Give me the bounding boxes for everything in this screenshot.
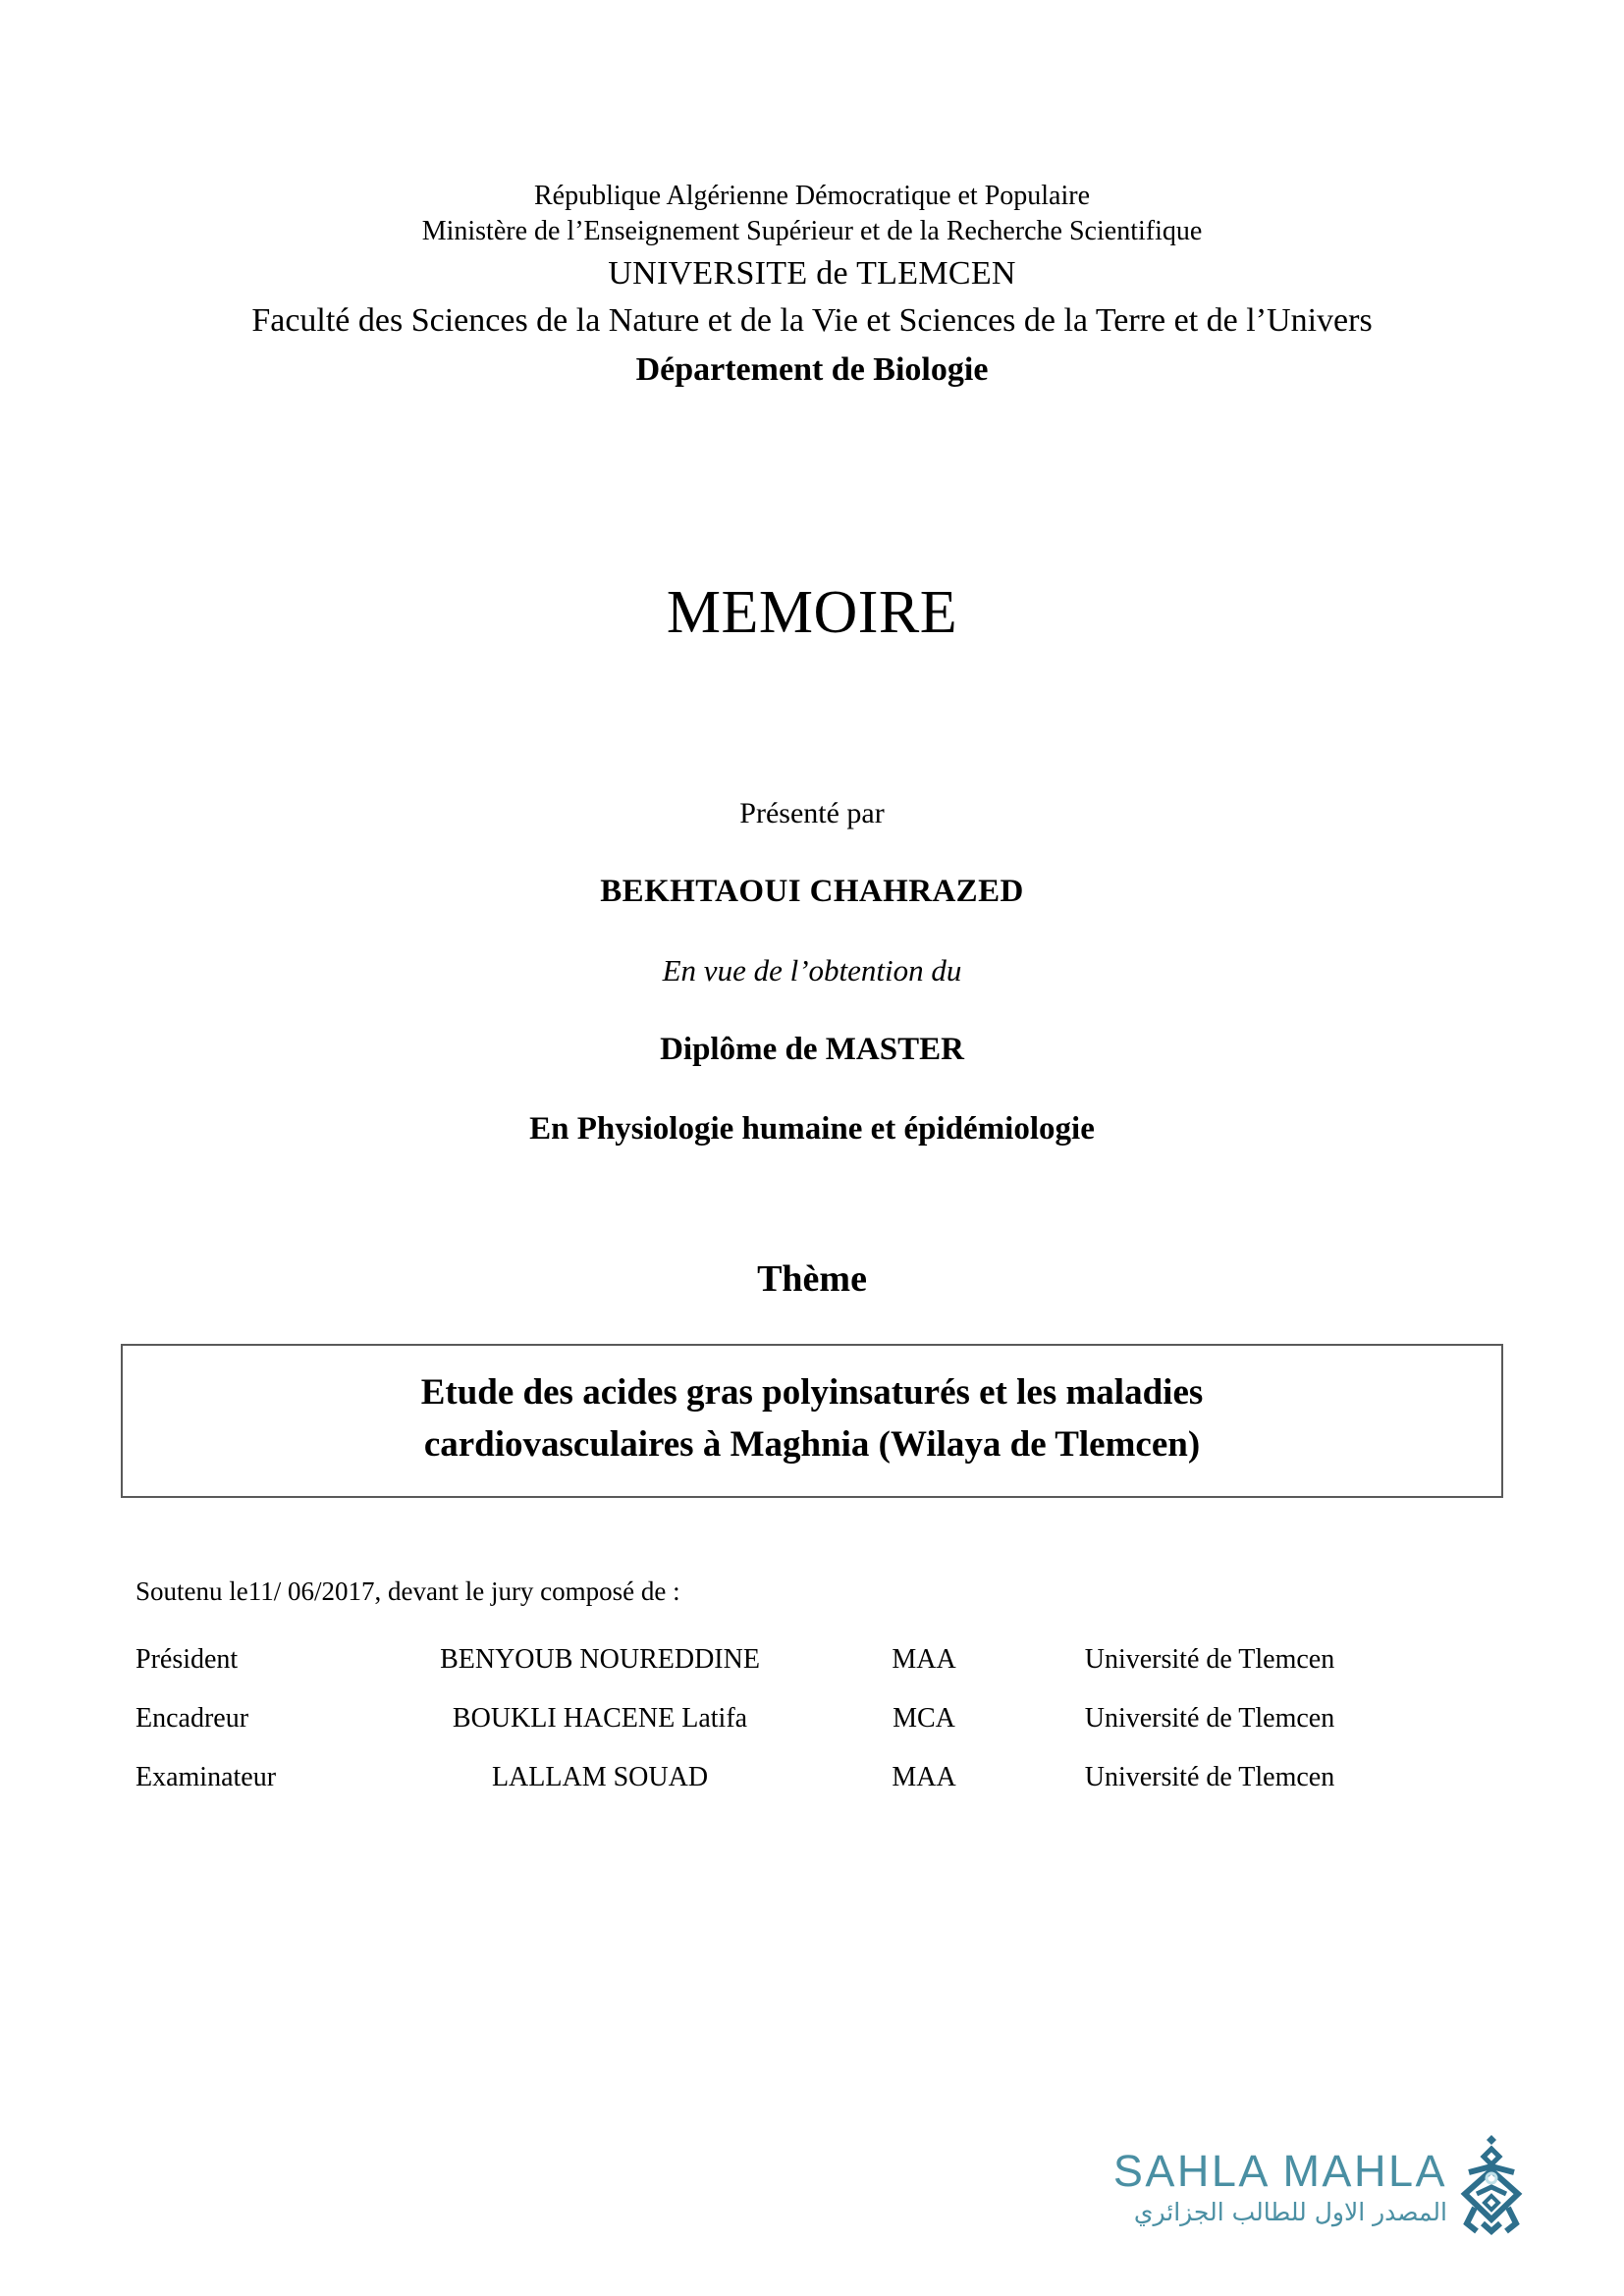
- jury-grade: MAA: [892, 1762, 956, 1793]
- purpose-label: En vue de l’obtention du: [662, 953, 962, 988]
- specialty-title: En Physiologie humaine et épidémiologie: [529, 1111, 1095, 1148]
- document-type-title: MEMOIRE: [666, 579, 958, 647]
- jury-grade: MAA: [892, 1644, 956, 1676]
- jury-role: Président: [135, 1644, 239, 1676]
- watermark-tagline: المصدر الاول للطالب الجزائري: [1133, 2197, 1447, 2226]
- watermark-text: [1112, 2145, 1447, 2229]
- jury-section: [135, 1576, 1447, 1807]
- sahla-mahla-watermark: [1113, 2133, 1530, 2243]
- jury-member-name: BENYOUB NOUREDDINE: [440, 1644, 760, 1676]
- theme-title-line-1: Etude des acides gras polyinsaturés et les maladies: [420, 1372, 1204, 1414]
- theme-title-box: [121, 1344, 1503, 1498]
- university-line: UNIVERSITE de TLEMCEN: [608, 254, 1016, 292]
- jury-table: [135, 1630, 1382, 1807]
- jury-institution: Université de Tlemcen: [1084, 1703, 1335, 1735]
- degree-title: Diplôme de MASTER: [660, 1032, 964, 1068]
- faculty-line: Faculté des Sciences de la Nature et de la Vie et Sciences de la Terre et de l’Univers: [251, 301, 1373, 339]
- jury-member-name: LALLAM SOUAD: [491, 1762, 709, 1793]
- defense-date-line: Soutenu le11/ 06/2017, devant le jury composé de :: [135, 1576, 680, 1607]
- jury-grade: MCA: [893, 1703, 955, 1735]
- ministry-line: Ministère de l’Enseignement Supérieur et de la Recherche Scientifique: [421, 216, 1203, 247]
- jury-role: Examinateur: [135, 1762, 277, 1793]
- ornament-diamond-icon: [1453, 2133, 1530, 2243]
- theme-label: Thème: [757, 1258, 867, 1301]
- republic-line: République Algérienne Démocratique et Populaire: [533, 181, 1091, 211]
- jury-member-name: BOUKLI HACENE Latifa: [452, 1703, 748, 1735]
- jury-institution: Université de Tlemcen: [1084, 1762, 1335, 1793]
- jury-role: Encadreur: [135, 1703, 249, 1735]
- institution-header: [177, 0, 1447, 392]
- table-row: [135, 1630, 1382, 1689]
- presented-by-label: Présenté par: [739, 797, 885, 830]
- watermark-brand: SAHLA MAHLA: [1112, 2145, 1447, 2196]
- author-name: BEKHTAOUI CHAHRAZED: [600, 874, 1024, 910]
- jury-institution: Université de Tlemcen: [1084, 1644, 1335, 1676]
- department-line: Département de Biologie: [635, 351, 989, 389]
- table-row: [135, 1748, 1382, 1807]
- table-row: [135, 1689, 1382, 1748]
- theme-title-line-2: cardiovasculaires à Maghnia (Wilaya de Tlemcen): [423, 1423, 1201, 1465]
